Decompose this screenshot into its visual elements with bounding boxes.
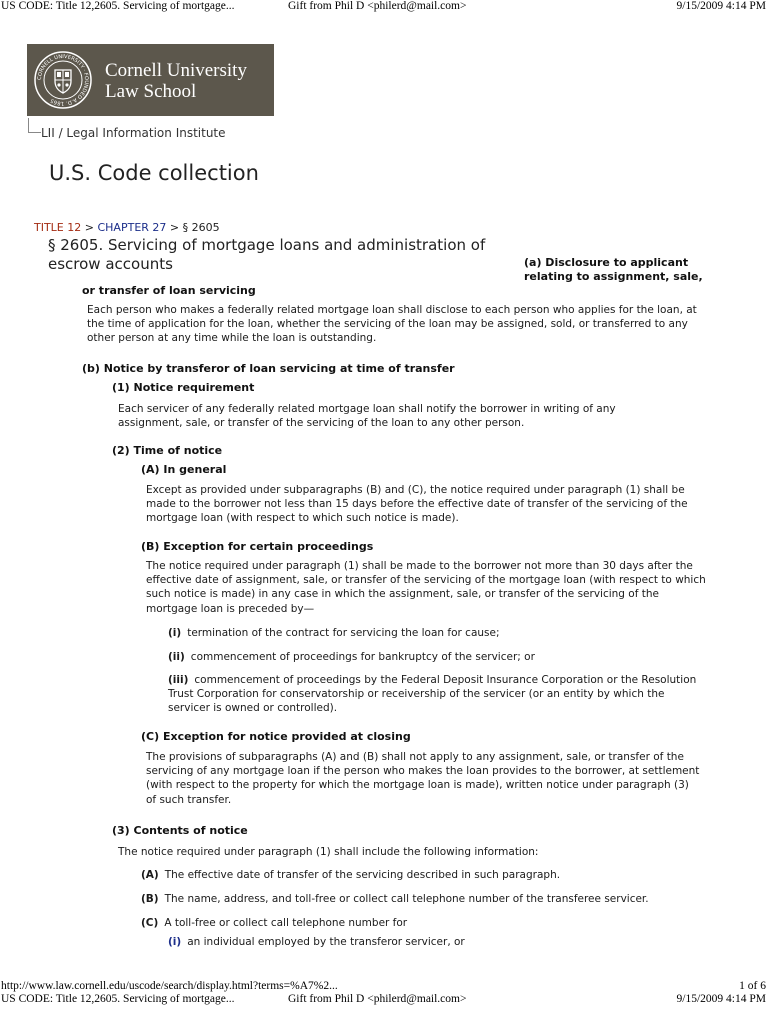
- page-title: U.S. Code collection: [49, 161, 259, 185]
- clause-2b-iii: [168, 673, 708, 716]
- subparagraph-2c-text: The provisions of subparagraphs (A) and (B) shall not apply to any assignment, sale, or transfer of the servicing of any mortgage loan if the person who makes the loan provides to the borrower, at settlement (with respect to the property for which the mortgage loan is made), written notice under paragraph (3) of such transfer.: [146, 751, 700, 806]
- subparagraph-text: The effective date of transfer of the servicing described in such paragraph.: [164, 869, 561, 881]
- clause-label: (i): [168, 627, 182, 639]
- subparagraph-label: (B): [141, 893, 159, 905]
- subparagraph-3c: [141, 916, 741, 930]
- clause-text: commencement of proceedings by the Federal Deposit Insurance Corporation or the Resolution Trust Corporation for conservatorship or receivership of the servicer (or an entity by which the servicer is owned or controlled).: [168, 674, 697, 715]
- breadcrumb-separator: >: [84, 221, 94, 234]
- clause-text: an individual employed by the transferor servicer, or: [187, 936, 465, 948]
- paragraph-2-heading: (2) Time of notice: [112, 444, 223, 457]
- print-header: [0, 0, 768, 14]
- cornell-law-logo[interactable]: [27, 44, 274, 116]
- subparagraph-text: The name, address, and toll-free or collect call telephone number of the transferee servicer.: [164, 893, 649, 905]
- cornell-seal-icon: [33, 50, 93, 110]
- subparagraph-label: (A): [141, 869, 159, 881]
- next-page-header-gift: Gift from Phil D <philerd@mail.com>: [288, 993, 467, 1005]
- svg-text:CORNELL UNIVERSITY · FOUNDED A: CORNELL UNIVERSITY · FOUNDED A.D. 1865: [36, 53, 90, 107]
- next-page-header-datetime: 9/15/2009 4:14 PM: [676, 993, 766, 1005]
- print-footer-url: http://www.law.cornell.edu/uscode/search/display.html?terms=%A7%2...: [1, 980, 338, 992]
- clause-3c-i: [168, 935, 728, 949]
- print-footer: [0, 980, 768, 994]
- next-page-header: [0, 993, 768, 1007]
- breadcrumb-title-link[interactable]: TITLE 12: [34, 221, 82, 234]
- paragraph-1-text: Each servicer of any federally related mortgage loan shall notify the borrower in writing of any assignment, sale, or transfer of the servicing of the loan to any other person.: [118, 403, 616, 430]
- section-title: [48, 236, 508, 274]
- subsection-a-heading-line-2: relating to assignment, sale,: [524, 270, 703, 283]
- subparagraph-3a: [141, 868, 741, 882]
- print-header-datetime: 9/15/2009 4:14 PM: [676, 0, 766, 12]
- print-header-title: US CODE: Title 12,2605. Servicing of mortgage...: [1, 0, 235, 12]
- breadcrumb-separator: >: [169, 221, 180, 234]
- subparagraph-2a-text: Except as provided under subparagraphs (B) and (C), the notice required under paragraph (1) shall be made to the borrower not less than 15 days before the effective date of transfer of the servicing of the mortgage loan (with respect to which such notice is made).: [146, 484, 688, 525]
- logo-text: [105, 60, 247, 102]
- subparagraph-2c-heading: (C) Exception for notice provided at closing: [141, 730, 411, 743]
- subparagraph-text: A toll-free or collect call telephone number for: [164, 917, 408, 929]
- logo-line-1: Cornell University: [105, 60, 247, 81]
- subsection-a-heading-line-1: (a) Disclosure to applicant: [524, 256, 689, 269]
- lii-bracket-decoration: [28, 118, 41, 133]
- breadcrumb-section: § 2605: [182, 221, 220, 234]
- subparagraph-3b: [141, 892, 741, 906]
- clause-label: (i): [168, 936, 182, 948]
- clause-text: termination of the contract for servicing the loan for cause;: [187, 627, 500, 639]
- clause-label: (ii): [168, 651, 185, 663]
- subsection-a-text: Each person who makes a federally related mortgage loan shall disclose to each person who applies for the loan, at the time of application for the loan, whether the servicing of the loan may be assigned, sold, or transferred to any other person at any time while the loan is outstanding.: [87, 304, 697, 345]
- section-title-line-1: § 2605. Servicing of mortgage loans and administration of: [48, 236, 486, 254]
- subparagraph-2b-text: The notice required under paragraph (1) shall be made to the borrower not more than 30 days after the effective date of assignment, sale, or transfer of the servicing of the mortgage loan (with respect to which such notice is made) in any case in which the assignment, sale, or transfer of the servicing of the mortgage loan is preceded by—: [146, 560, 706, 615]
- clause-text: commencement of proceedings for bankruptcy of the servicer; or: [190, 651, 535, 663]
- next-page-header-title: US CODE: Title 12,2605. Servicing of mortgage...: [1, 993, 235, 1005]
- breadcrumb-chapter-link[interactable]: CHAPTER 27: [97, 221, 167, 234]
- subsection-a-heading: [524, 256, 724, 284]
- print-header-gift: Gift from Phil D <philerd@mail.com>: [288, 0, 467, 12]
- paragraph-1-heading: (1) Notice requirement: [112, 381, 255, 394]
- subparagraph-2b-heading: (B) Exception for certain proceedings: [141, 540, 374, 553]
- lii-link[interactable]: LII / Legal Information Institute: [41, 126, 226, 140]
- subsection-b-heading: (b) Notice by transferor of loan servicing at time of transfer: [82, 362, 455, 375]
- clause-2b-ii: [168, 650, 708, 664]
- section-title-line-2: escrow accounts: [48, 255, 173, 273]
- subparagraph-2a-heading: (A) In general: [141, 463, 227, 476]
- print-footer-page: 1 of 6: [739, 980, 766, 992]
- breadcrumb: [34, 221, 220, 234]
- paragraph-3-text: The notice required under paragraph (1) shall include the following information:: [118, 846, 539, 858]
- clause-label: (iii): [168, 674, 189, 686]
- subsection-a-heading-line-3: or transfer of loan servicing: [82, 284, 256, 297]
- subparagraph-label: (C): [141, 917, 159, 929]
- paragraph-3-heading: (3) Contents of notice: [112, 824, 248, 837]
- logo-line-2: Law School: [105, 81, 197, 102]
- clause-2b-i: [168, 626, 708, 640]
